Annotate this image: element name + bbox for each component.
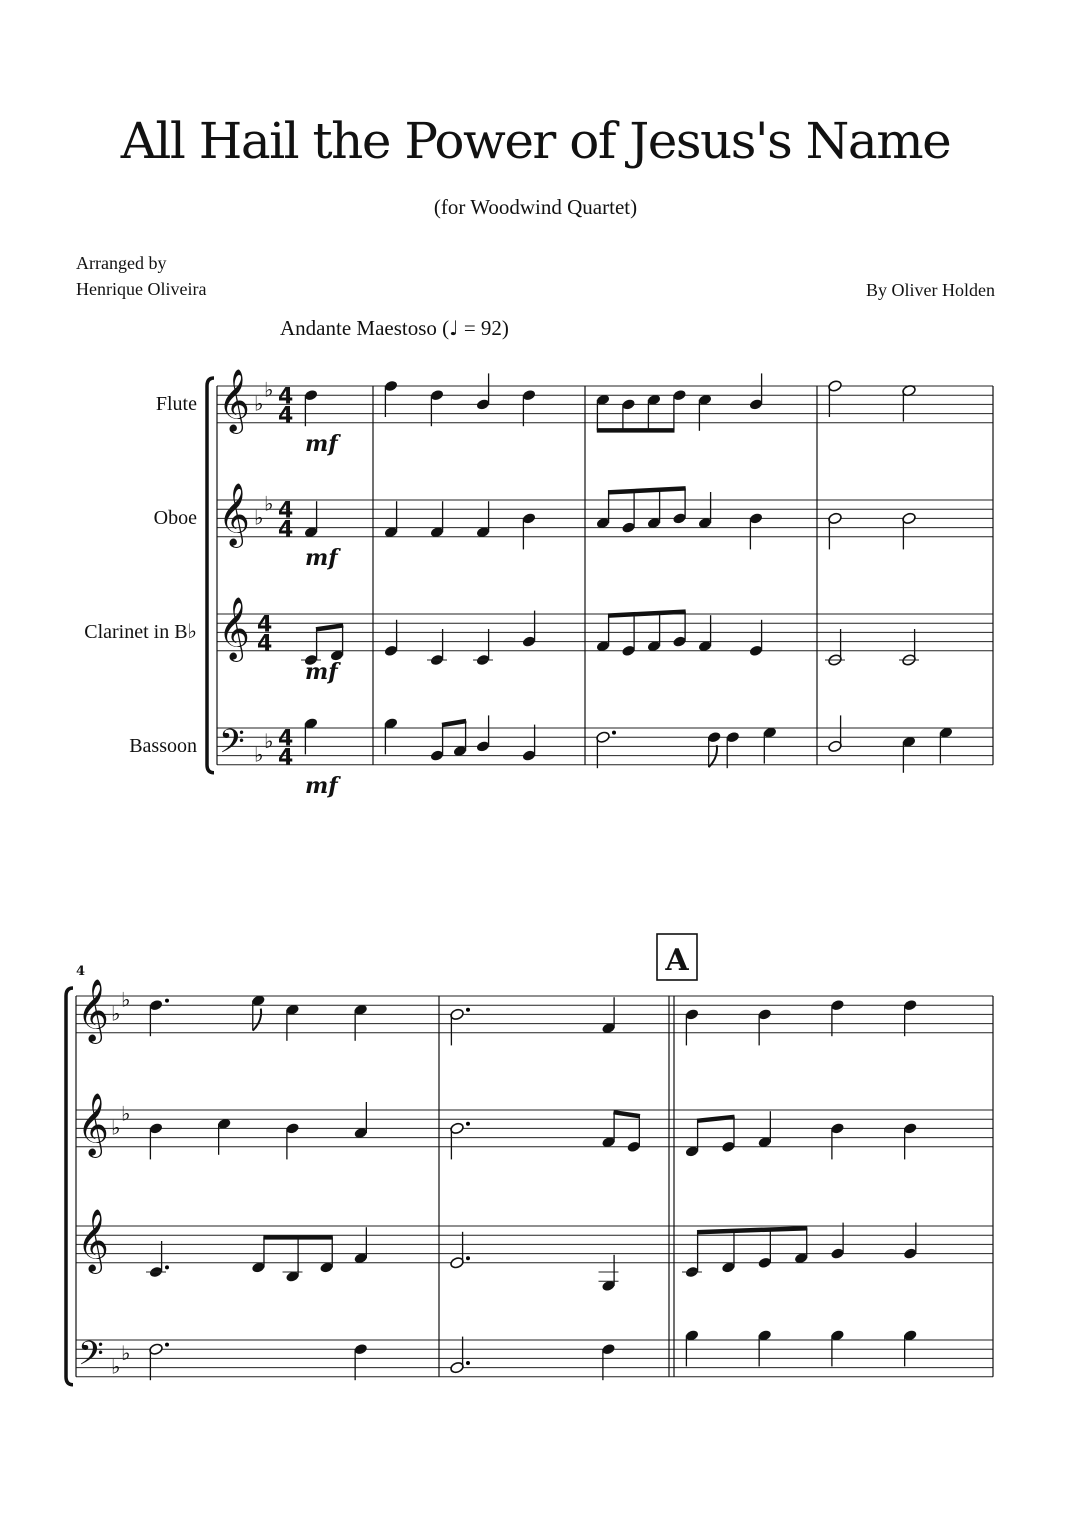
note-flag — [253, 1009, 261, 1031]
note-beam — [697, 1228, 807, 1232]
note-beam — [442, 721, 466, 725]
dynamic-marking: mf — [305, 658, 338, 685]
arranger-name: Henrique Oliveira — [76, 279, 207, 299]
bass-clef-icon: 𝄢 — [78, 1334, 104, 1381]
treble-clef-icon: 𝄞 — [218, 482, 250, 546]
score-title: All Hail the Power of Jesus's Name — [120, 112, 951, 170]
score-subtitle: (for Woodwind Quartet) — [433, 195, 638, 219]
key-flat-icon: ♭ — [121, 1101, 131, 1126]
key-flat-icon: ♭ — [121, 1340, 131, 1365]
rehearsal-mark: A — [665, 943, 689, 978]
time-signature-numerator: 4 — [278, 726, 294, 752]
time-signature-denominator: 4 — [278, 745, 294, 771]
tempo-text: Andante Maestoso ( — [280, 316, 450, 340]
time-signature-numerator: 4 — [278, 498, 294, 524]
treble-clef-icon: 𝄞 — [77, 978, 109, 1042]
time-signature-numerator: 4 — [257, 612, 273, 638]
note-beam — [614, 1112, 640, 1116]
augmentation-dot — [165, 1265, 169, 1269]
note-flag — [709, 745, 717, 767]
note-beam — [316, 625, 343, 629]
instrument-label: Clarinet in B♭ — [84, 620, 197, 643]
dynamic-marking: mf — [305, 772, 338, 799]
measure-number: 4 — [76, 964, 86, 979]
key-flat-icon: ♭ — [254, 505, 264, 530]
instrument-label: Bassoon — [129, 734, 197, 757]
augmentation-dot — [165, 1343, 169, 1347]
key-flat-icon: ♭ — [111, 1001, 121, 1026]
treble-clef-icon: 𝄞 — [77, 1092, 109, 1156]
arranger-label: Arranged by — [76, 253, 167, 273]
key-flat-icon: ♭ — [111, 1354, 121, 1379]
time-signature-denominator: 4 — [278, 517, 294, 543]
tempo-value: = 92) — [458, 316, 509, 340]
key-flat-icon: ♭ — [264, 728, 274, 753]
augmentation-dot — [165, 999, 169, 1003]
augmentation-dot — [466, 1361, 470, 1365]
augmentation-dot — [466, 1008, 470, 1012]
key-flat-icon: ♭ — [111, 1115, 121, 1140]
key-flat-icon: ♭ — [254, 742, 264, 767]
system-bracket — [207, 378, 214, 773]
dynamic-marking: mf — [305, 430, 338, 457]
time-signature-denominator: 4 — [257, 631, 273, 657]
key-flat-icon: ♭ — [264, 491, 274, 516]
key-flat-icon: ♭ — [264, 377, 274, 402]
note-beam — [697, 1117, 735, 1121]
treble-clef-icon: 𝄞 — [77, 1208, 109, 1272]
instrument-label: Oboe — [153, 506, 197, 529]
augmentation-dot — [612, 731, 616, 735]
augmentation-dot — [466, 1122, 470, 1126]
quarter-note-icon: ♩ — [449, 316, 459, 340]
time-signature-numerator: 4 — [278, 384, 294, 410]
note-beam — [608, 612, 686, 616]
system-bracket — [66, 988, 73, 1385]
bass-clef-icon: 𝄢 — [219, 722, 245, 769]
instrument-label: Flute — [155, 392, 197, 415]
note-beam — [608, 488, 686, 492]
treble-clef-icon: 𝄞 — [218, 368, 250, 432]
augmentation-dot — [466, 1256, 470, 1260]
time-signature-denominator: 4 — [278, 403, 294, 429]
key-flat-icon: ♭ — [254, 391, 264, 416]
treble-clef-icon: 𝄞 — [218, 596, 250, 660]
composer-credit: By Oliver Holden — [866, 280, 995, 300]
key-flat-icon: ♭ — [121, 987, 131, 1012]
dynamic-marking: mf — [305, 544, 338, 571]
